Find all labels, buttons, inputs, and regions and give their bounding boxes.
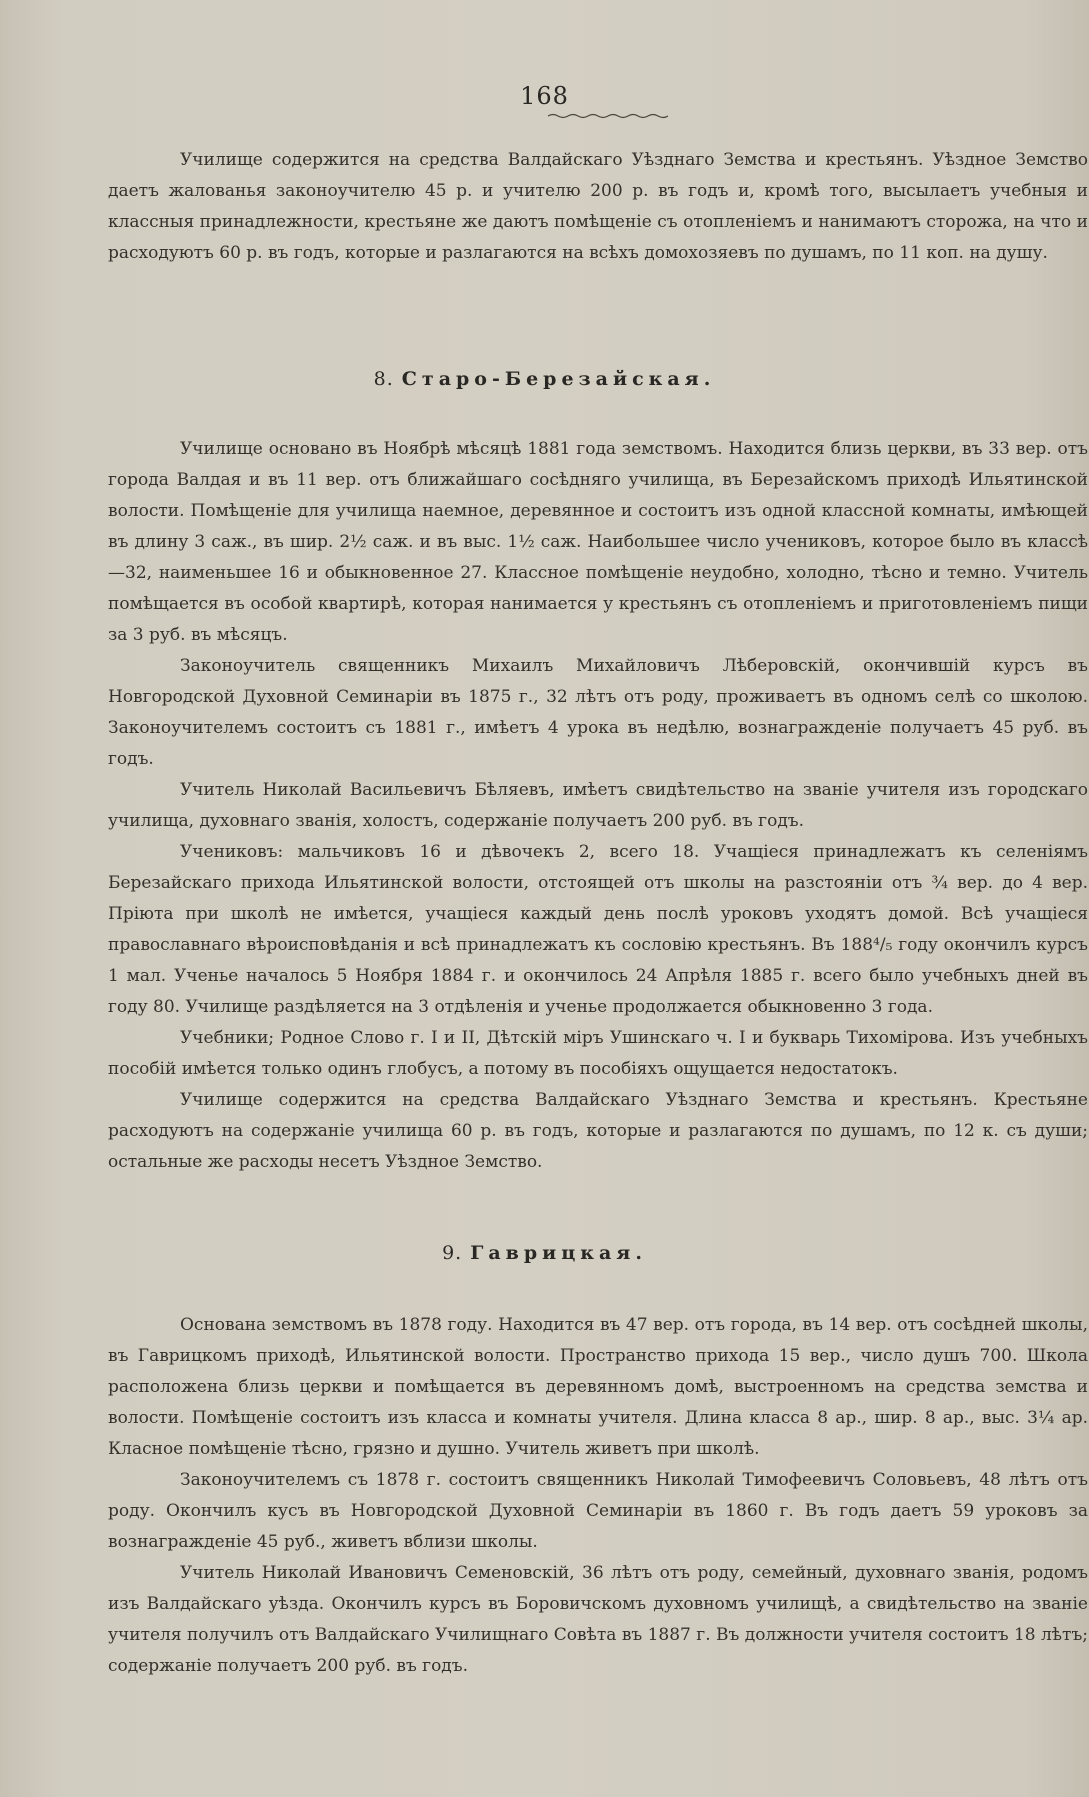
section-9-paragraph: Учитель Николай Ивановичъ Семеновскій, 36 лѣтъ отъ роду, семейный, духовнаго званія, родомъ изъ Валдайскаго уѣзда. Окончилъ курсъ въ Боровичскомъ духовномъ училищѣ, а свидѣтельство на званіе учителя получилъ отъ Валдайскаго Училищнаго Совѣта въ 1887 г. Въ должности учителя состоитъ 18 лѣтъ; содержаніе получаетъ 200 руб. въ годъ.: [108, 1563, 1088, 1676]
section-9-text: [108, 1310, 1088, 1682]
section-8-paragraph: Училище основано въ Ноябрѣ мѣсяцѣ 1881 года земствомъ. Находится близь церкви, въ 33 вер. отъ города Валдая и въ 11 вер. отъ ближайшаго сосѣдняго училища, въ Березайскомъ приходѣ Ильятинской волости. Помѣщеніе для училища наемное, деревянное и состоитъ изъ одной классной комнаты, имѣющей въ длину 3 саж., въ шир. 2½ саж. и въ выс. 1½ саж. Наибольшее число учениковъ, которое было въ классѣ—32, наименьшее 16 и обыкновенное 27. Классное помѣщеніе неудобно, холодно, тѣсно и темно. Учитель помѣщается въ особой квартирѣ, которая нанимается у крестьянъ съ отопленіемъ и приготовленіемъ пищи за 3 руб. въ мѣсяцъ.: [108, 439, 1088, 645]
page-number-ornament-rule: [548, 113, 668, 119]
section-8-number: 8.: [373, 368, 394, 390]
section-9-number: 9.: [442, 1242, 463, 1264]
section-8-paragraph: Учениковъ: мальчиковъ 16 и дѣвочекъ 2, всего 18. Учащіеся принадлежатъ къ селеніямъ Березайскаго прихода Ильятинской волости, отстоящей отъ школы на разстояніи отъ ¾ вер. до 4 вер. Пріюта при школѣ не имѣется, учащіеся каждый день послѣ уроковъ уходятъ домой. Всѣ учащіеся православнаго вѣроисповѣданія и всѣ принадлежатъ къ сословію крестьянъ. Въ 188⁴/₅ году окончилъ курсъ 1 мал. Ученье началось 5 Ноября 1884 г. и окончилось 24 Апрѣля 1885 г. всего было учебныхъ дней въ году 80. Училище раздѣляется на 3 отдѣленія и ученье продолжается обыкновенно 3 года.: [108, 842, 1088, 1017]
intro-paragraph: Училище содержится на средства Валдайскаго Уѣзднаго Земства и крестьянъ. Уѣздное Земство даетъ жалованья законоучителю 45 р. и учителю 200 р. въ годъ и, кромѣ того, высылаетъ учебныя и классныя принадлежности, крестьяне же даютъ помѣщеніе съ отопленіемъ и нанимаютъ сторожа, на что и расходуютъ 60 р. въ годъ, которые и разлагаются на всѣхъ домохозяевъ по душамъ, по 11 коп. на душу.: [108, 150, 1088, 263]
section-8-title: Старо-Березайская.: [401, 368, 716, 390]
section-9-title: Гаврицкая.: [470, 1242, 647, 1264]
section-8-paragraph: Законоучитель священникъ Михаилъ Михайловичъ Лѣберовскій, окончившій курсъ въ Новгородской Духовной Семинаріи въ 1875 г., 32 лѣтъ отъ роду, проживаетъ въ одномъ селѣ со школою. Законоучителемъ состоитъ съ 1881 г., имѣетъ 4 урока въ недѣлю, вознагражденіе получаетъ 45 руб. въ годъ.: [108, 656, 1088, 769]
section-9-paragraph: Основана земствомъ въ 1878 году. Находится въ 47 вер. отъ города, въ 14 вер. отъ сосѣдней школы, въ Гаврицкомъ приходѣ, Ильятинской волости. Пространство прихода 15 вер., число душъ 700. Школа расположена близь церкви и помѣщается въ деревянномъ домѣ, выстроенномъ на средства земства и волости. Помѣщеніе состоитъ изъ класса и комнаты учителя. Длина класса 8 ар., шир. 8 ар., выс. 3¼ ар. Класное помѣщеніе тѣсно, грязно и душно. Учитель живетъ при школѣ.: [108, 1315, 1088, 1459]
section-8-paragraph: Учитель Николай Васильевичъ Бѣляевъ, имѣетъ свидѣтельство на званіе учителя изъ городскаго училища, духовнаго званія, холостъ, содержаніе получаетъ 200 руб. въ годъ.: [108, 780, 1088, 831]
section-8-paragraph: Учебники; Родное Слово г. I и II, Дѣтскій міръ Ушинскаго ч. I и букварь Тихомірова. Изъ учебныхъ пособій имѣется только одинъ глобусъ, а потому въ пособіяхъ ощущается недостатокъ.: [108, 1028, 1088, 1079]
section-9-heading: [0, 1242, 1089, 1264]
section-8-text: [108, 434, 1088, 1178]
page-number: 168: [520, 82, 569, 110]
section-9-paragraph: Законоучителемъ съ 1878 г. состоитъ священникъ Николай Тимофеевичъ Соловьевъ, 48 лѣтъ отъ роду. Окончилъ кусъ въ Новгородской Духовной Семинаріи въ 1860 г. Въ годъ даетъ 59 уроковъ за вознагражденіе 45 руб., живетъ вблизи школы.: [108, 1470, 1088, 1552]
section-8-paragraph: Училище содержится на средства Валдайскаго Уѣзднаго Земства и крестьянъ. Крестьяне расходуютъ на содержаніе училища 60 р. въ годъ, которые и разлагаются по душамъ, по 12 к. съ души; остальные же расходы несетъ Уѣздное Земство.: [108, 1090, 1088, 1172]
section-8-heading: [0, 368, 1089, 390]
intro-text: [108, 145, 1088, 269]
